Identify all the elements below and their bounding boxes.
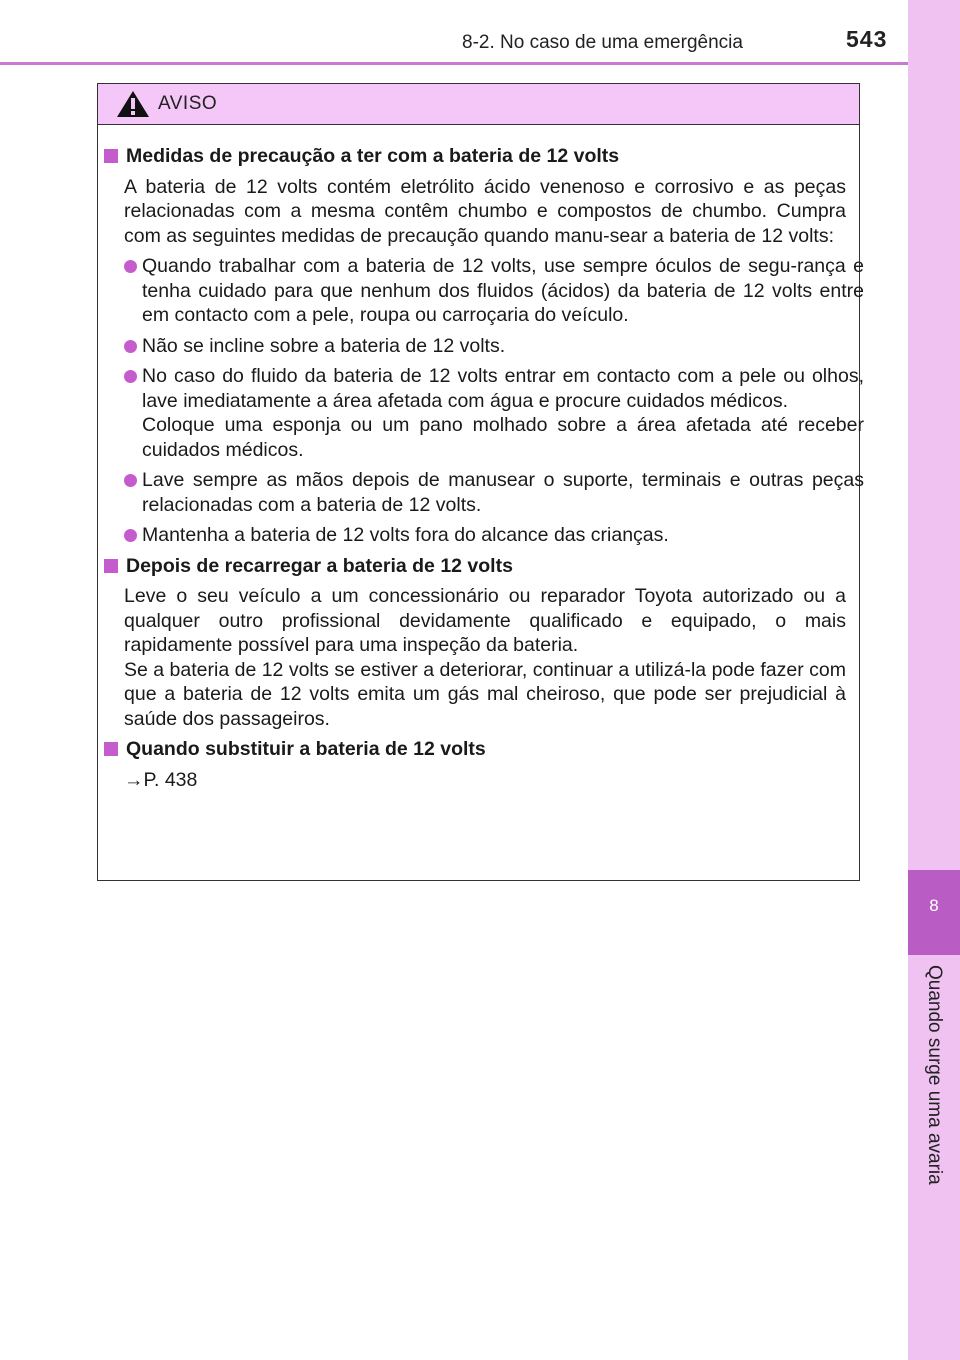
square-bullet-icon (104, 149, 118, 163)
square-bullet-icon (104, 742, 118, 756)
warning-body (104, 144, 864, 792)
bullet-text: Quando trabalhar com a bateria de 12 volts, use sempre óculos de segu-rança e tenha cuidado para que nenhum dos fluidos (ácidos) da bateria de 12 volts entre em contacto com a pele, roupa ou carroçaria do veículo. (142, 255, 864, 326)
bullet-item (124, 364, 864, 462)
bullet-item (124, 523, 864, 548)
page-number: 543 (846, 26, 888, 52)
circle-bullet-icon (124, 474, 137, 487)
after-recharge-para-2: Se a bateria de 12 volts se estiver a deteriorar, continuar a utilizá-la pode fazer com que a bateria de 12 volts emita um gás mal cheiroso, que pode ser prejudicial à saúde dos passageiros. (124, 658, 846, 730)
bullet-text-extra: Coloque uma esponja ou um pano molhado sobre a área afetada até receber cuidados médicos. (142, 414, 864, 461)
circle-bullet-icon (124, 370, 137, 383)
bullet-item (124, 468, 864, 517)
bullet-text: Mantenha a bateria de 12 volts fora do alcance das crianças. (142, 524, 669, 546)
warning-box (97, 83, 864, 881)
warning-header (98, 84, 859, 125)
circle-bullet-icon (124, 529, 137, 542)
precautions-intro: A bateria de 12 volts contém eletrólito ácido venenoso e corrosivo e as peças relacionadas com a mesma contêm chumbo e compostos de chumbo. Cumpra com as seguintes medidas de precaução quando manu-sear a bateria de 12 volts: (124, 175, 846, 247)
bullet-text: Lave sempre as mãos depois de manusear o suporte, terminais e outras peças relacionadas com a bateria de 12 volts. (142, 469, 864, 516)
section-heading-text: Medidas de precaução a ter com a bateria de 12 volts (126, 145, 620, 167)
chapter-title: Quando surge uma avaria (924, 965, 945, 1185)
after-recharge-para-1: Leve o seu veículo a um concessionário ou reparador Toyota autorizado ou a qualquer outro profissional devidamente qualificado e equipado, o mais rapidamente possível para uma inspeção da bateria. (124, 585, 846, 656)
header-rule (0, 62, 908, 65)
section-heading-text: Depois de recarregar a bateria de 12 volts (126, 554, 513, 577)
circle-bullet-icon (124, 260, 137, 273)
page-reference-link[interactable]: →P. 438 (124, 768, 198, 791)
warning-triangle-icon (116, 90, 150, 118)
chapter-number: 8 (929, 896, 939, 915)
bullet-text: No caso do fluido da bateria de 12 volts entrar em contacto com a pele ou olhos, lave imediatamente a área afetada com água e procure cuidados médicos. (142, 365, 864, 412)
section-heading-after-recharge (104, 554, 854, 579)
section-heading-replacement (104, 737, 854, 762)
section-title: 8-2. No caso de uma emergência (462, 32, 743, 53)
square-bullet-icon (104, 559, 118, 573)
bullet-text: Não se incline sobre a bateria de 12 volts. (142, 334, 506, 357)
circle-bullet-icon (124, 340, 137, 353)
warning-title: AVISO (158, 93, 218, 114)
section-heading-text: Quando substituir a bateria de 12 volts (126, 738, 486, 760)
bullet-item (124, 334, 864, 359)
bullet-item (124, 254, 864, 328)
section-heading-precautions (104, 144, 854, 169)
